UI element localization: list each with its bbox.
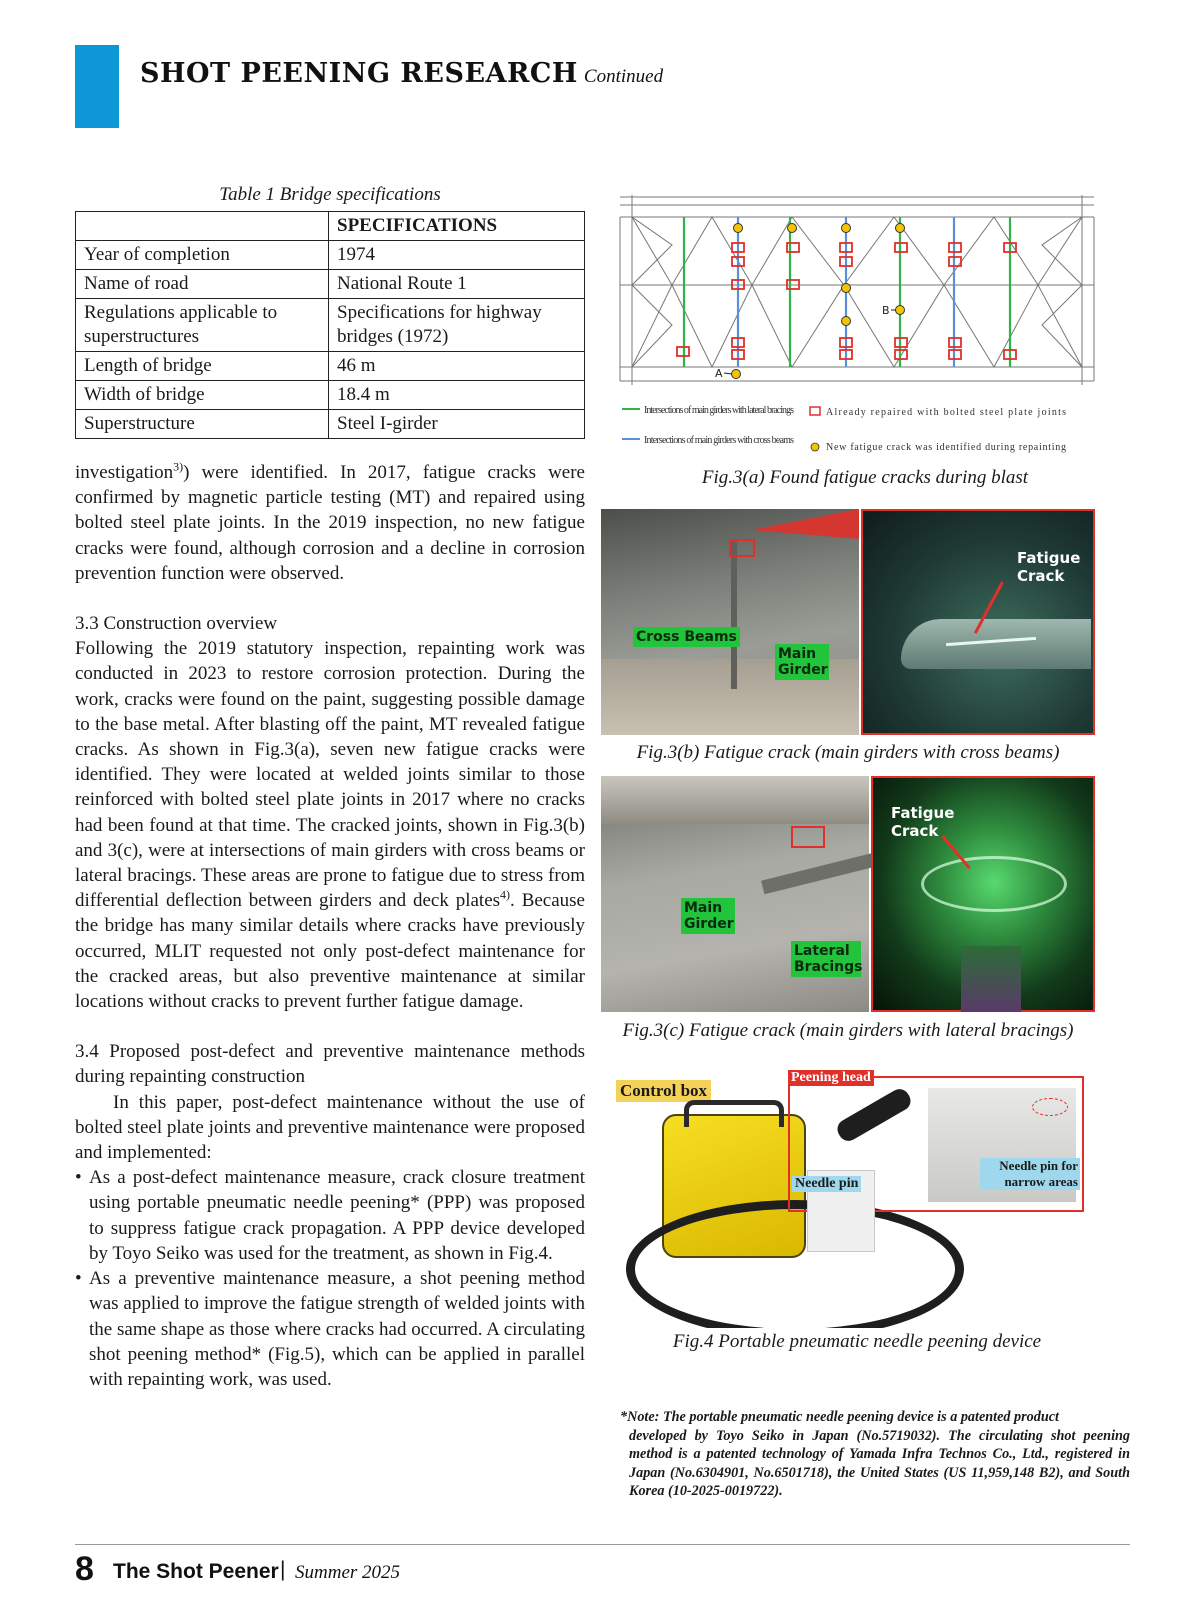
section-title-continued: Continued <box>583 66 664 87</box>
crack-weld-pattern <box>921 856 1067 912</box>
label-peening-head: Peening head <box>788 1070 874 1086</box>
row-label: Superstructure <box>76 410 329 439</box>
fig3a-girder-diagram <box>612 185 1102 463</box>
row-label: Year of completion <box>76 241 329 270</box>
row-value: 18.4 m <box>329 381 585 410</box>
fig3c-photo <box>601 776 1095 1012</box>
control-box-handle <box>684 1100 784 1127</box>
row-value: Steel I-girder <box>329 410 585 439</box>
crack-stem <box>961 946 1021 1012</box>
list-item: • As a post-defect maintenance measure, crack closure treatment using portable pneumatic needle peening* (PPP) was proposed to suppress fatigue crack propagation. A PPP device developed by Toyo Seiko was used for the treatment, as shown in Fig.4. <box>75 1165 585 1266</box>
label-main-girder: Main Girder <box>775 644 829 680</box>
narrow-needle-dash <box>1032 1098 1068 1116</box>
note-first-line: *Note: The portable pneumatic needle peening device is a patented product <box>620 1409 1059 1425</box>
section-title: SHOT PEENING RESEARCH Continued <box>140 58 664 89</box>
table-row <box>76 241 585 270</box>
heading-3-4: 3.4 Proposed post-defect and preventive maintenance methods during repainting construction <box>75 1041 585 1088</box>
crack-flange <box>901 619 1091 669</box>
legend-blue-text: Intersections of main girders with cross beams <box>644 435 794 446</box>
issue-season: Summer 2025 <box>295 1562 401 1583</box>
label-fatigue-crack: Fatigue Crack <box>891 804 955 840</box>
table-column-header: SPECIFICATIONS <box>329 212 585 241</box>
row-value: 1974 <box>329 241 585 270</box>
fig4-photo <box>612 1070 1088 1328</box>
paragraph-proposal: In this paper, post-defect maintenance without the use of bolted steel plate joints and preventive maintenance were proposed and implemented: <box>75 1091 585 1164</box>
label-narrow-needle: Needle pin for narrow areas <box>980 1158 1080 1190</box>
publication-name: The Shot Peener <box>113 1560 279 1583</box>
legend-green-text: Intersections of main girders with lateral bracings <box>644 405 794 416</box>
label-lateral-bracings: Lateral Bracings <box>791 941 861 977</box>
patent-note <box>620 1408 1130 1501</box>
row-label: Width of bridge <box>76 381 329 410</box>
row-value: Specifications for highway bridges (1972) <box>329 299 585 352</box>
fig3a-legend <box>622 405 1066 453</box>
paragraph-construction-overview: Following the 2019 statutory inspection, repainting work was conducted in 2023 to restore corrosion protection. During the work, cracks were found on the paint, suggesting possible damage to the base metal. After blasting off the paint, MT revealed fatigue cracks. As shown in Fig.3(a), seven new fatigue cracks were identified. They were located at welded joints similar to those reinforced with bolted steel plate joints in 2017 where no cracks had been found at that time. The cracked joints, shown in Fig.3(b) and 3(c), were at intersections of main girders with cross beams or lateral bracings. These areas are prone to fatigue due to stress from differential deflection between girders and deck plates$^{4)}$. Because the bridge has many similar details where cracks have previously occurred, MLIT requested not only post-defect maintenance for the cracked areas, but also preventive maintenance at similar locations without cracks to prevent further fatigue damage. <box>75 638 585 1013</box>
table-row <box>76 381 585 410</box>
hose <box>626 1200 964 1328</box>
row-label: Regulations applicable to superstructures <box>76 299 329 352</box>
highlight-box <box>729 539 755 557</box>
legend-yellow-text: New fatigue crack was identified during repainting <box>826 442 1066 453</box>
table-row <box>76 270 585 299</box>
table-header-row <box>76 212 585 241</box>
row-value: National Route 1 <box>329 270 585 299</box>
fig3c-caption: Fig.3(c) Fatigue crack (main girders with lateral bracings) <box>622 1020 1074 1041</box>
label-cross-beams: Cross Beams <box>633 627 740 647</box>
label-needle-pin: Needle pin <box>792 1176 861 1192</box>
table-caption: Table 1 Bridge specifications <box>219 184 441 205</box>
footer-separator: | <box>280 1558 286 1581</box>
list-item: • As a preventive maintenance measure, a shot peening method was applied to improve the fatigue strength of welded joints with the same shape as those where cracks had occurred. A circulating shot peening method* (Fig.5), which can be applied in parallel with repainting work, was used. <box>75 1266 585 1392</box>
fig3b-caption: Fig.3(b) Fatigue crack (main girders with cross beams) <box>636 742 1060 763</box>
row-value: 46 m <box>329 352 585 381</box>
legend-red-text: Already repaired with bolted steel plate joints <box>826 407 1066 418</box>
label-main-girder: Main Girder <box>681 898 735 934</box>
table-row <box>76 410 585 439</box>
label-control-box: Control box <box>616 1080 711 1102</box>
paragraph-investigation: investigation$^{3)}$) were identified. In 2017, fatigue cracks were confirmed by magnetic particle testing (MT) and repaired using bolted steel plate joints. In the 2019 inspection, no new fatigue cracks were found, although corrosion and a decline in corrosion prevention function were observed. <box>75 459 585 584</box>
highlight-box <box>791 826 825 848</box>
bracing-deck <box>601 776 869 824</box>
body-text <box>75 460 585 1392</box>
fig3b-photo <box>601 509 1095 735</box>
table-row <box>76 352 585 381</box>
header-accent-bar <box>75 45 119 128</box>
marker-a-label: A <box>715 367 723 380</box>
row-label: Name of road <box>76 270 329 299</box>
fig3a-caption: Fig.3(a) Found fatigue cracks during blast <box>701 467 1029 488</box>
bridge-spec-table <box>75 211 585 439</box>
label-fatigue-crack: Fatigue Crack <box>1017 549 1081 585</box>
table-row <box>76 299 585 352</box>
note-body: developed by Toyo Seiko in Japan (No.5719032). The circulating shot peening method is a patented technology of Yamada Infra Technos Co., Ltd., registered in Japan (No.6304901, No.6501718), the United States (US 11,959,148 B2), and South Korea (10-2025-0019722). <box>629 1427 1130 1500</box>
girder-photo-web <box>731 539 737 689</box>
maintenance-list <box>75 1165 585 1392</box>
heading-3-3: 3.3 Construction overview <box>75 613 278 635</box>
new-crack-markers <box>732 224 905 379</box>
girder-layout-svg <box>612 185 1102 463</box>
fig4-caption: Fig.4 Portable pneumatic needle peening device <box>672 1331 1042 1352</box>
marker-b-label: B <box>882 304 890 317</box>
footer-rule <box>75 1544 1130 1545</box>
row-label: Length of bridge <box>76 352 329 381</box>
page-number: 8 <box>75 1550 94 1588</box>
